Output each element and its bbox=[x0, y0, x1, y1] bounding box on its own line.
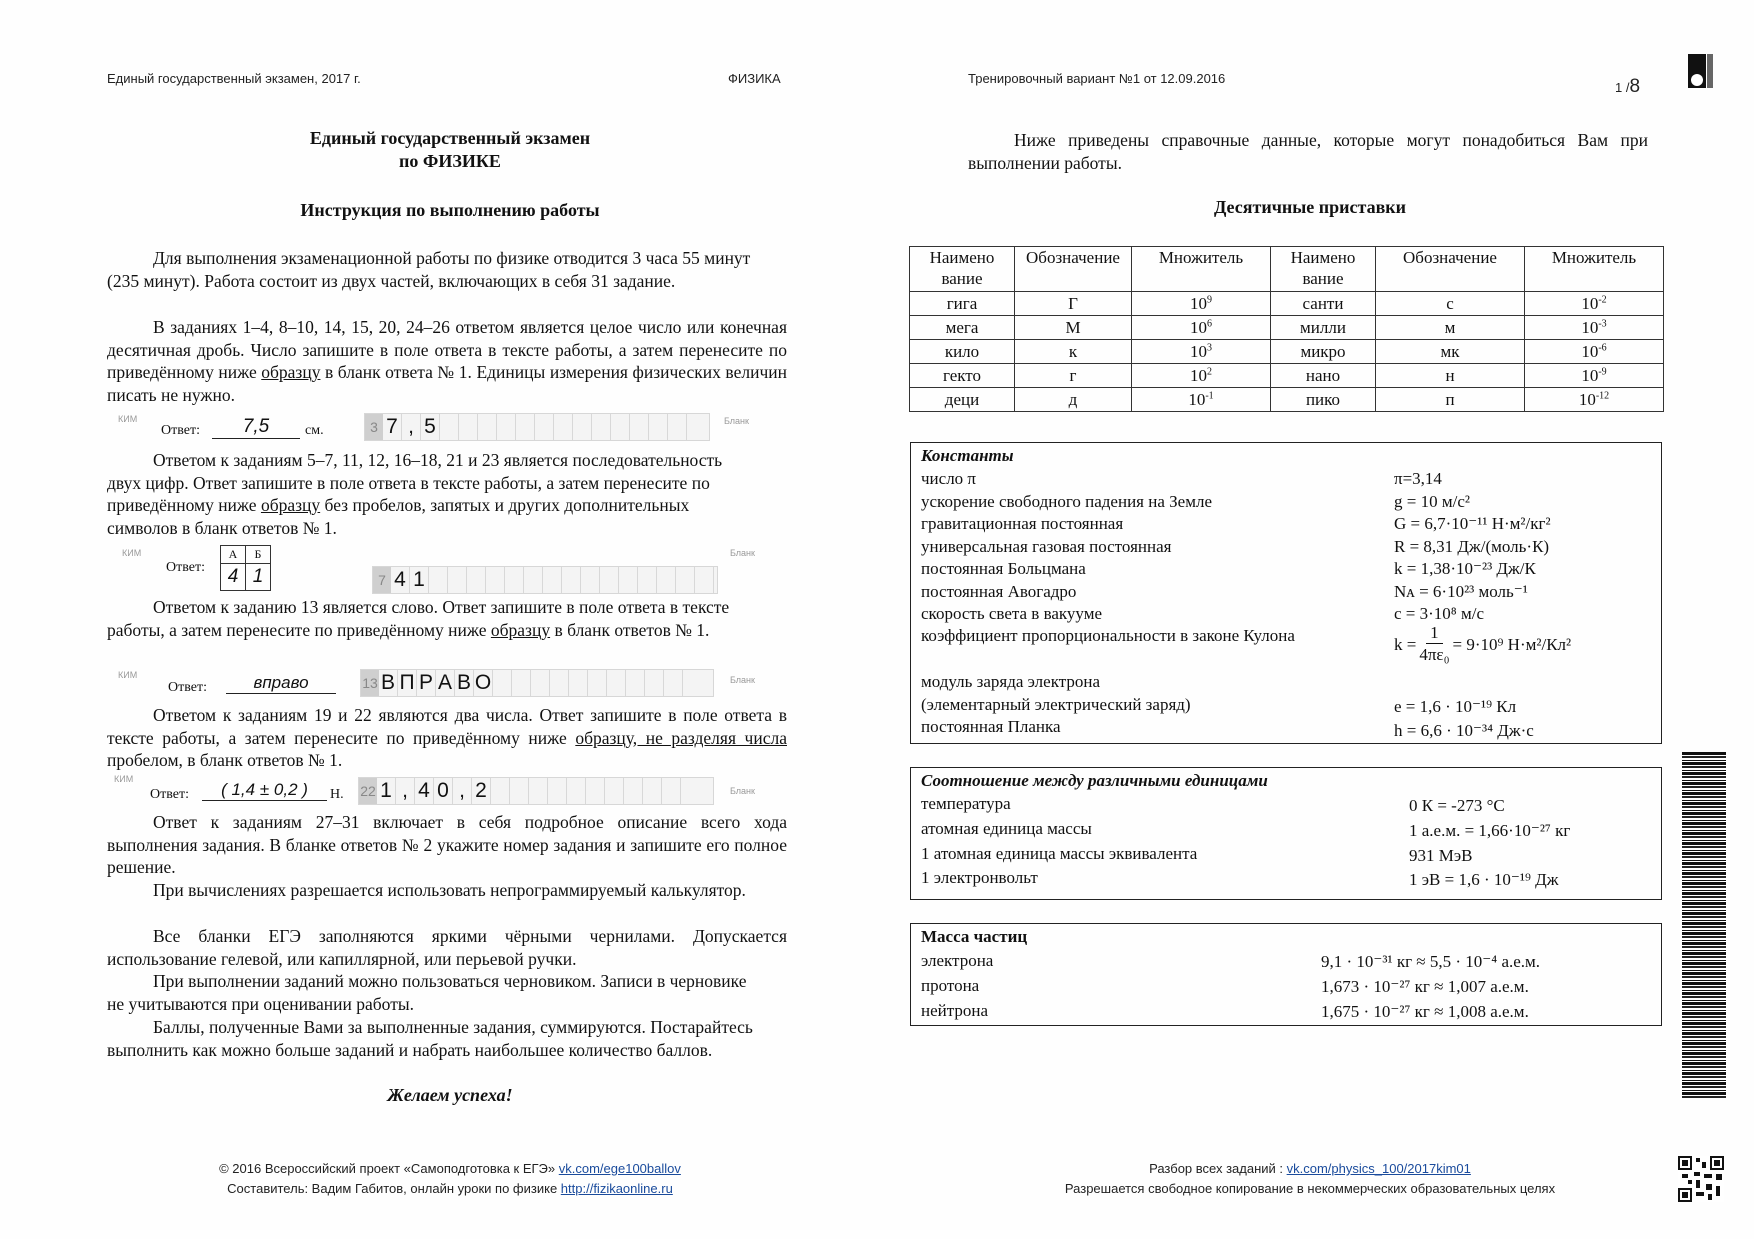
table-row: мега М $10^6$ милли м $10^{-3}$ bbox=[910, 316, 1664, 340]
masses-title: Масса частиц bbox=[921, 927, 1028, 946]
sample-answer-value: вправо bbox=[226, 673, 336, 694]
table-row: гекто г $10^2$ нано н $10^{-9}$ bbox=[910, 364, 1664, 388]
header-subject: ФИЗИКА bbox=[728, 71, 781, 86]
page-title: Единый государственный экзамен bbox=[309, 128, 591, 148]
answer-blank-sample4: 22 1 , 4 0 , 2 bbox=[358, 777, 714, 805]
blank-label: Бланк bbox=[724, 416, 749, 426]
para-two-numbers: Ответом к заданиям 19 и 22 являются два числа. Ответ запишите в поле ответа в тексте работы, а затем перенесите по приведённому ниже образцу, не разделяя числа пробелом, в бланк ответов № 1. bbox=[107, 705, 787, 771]
vk-physics-link[interactable]: vk.com/physics_100/2017kim01 bbox=[1286, 1161, 1471, 1176]
para-duration: Для выполнения экзаменационной работы по физике отводится 3 часа 55 минут (235 минут). Работа состоит из двух частей, включающих в себя 31 задание. bbox=[107, 248, 751, 291]
footer-license: Разрешается свободное копирование в некоммерческих образовательных целях bbox=[1064, 1181, 1556, 1196]
constants-title: Константы bbox=[921, 446, 1014, 465]
unit-label: см. bbox=[305, 423, 324, 438]
header-variant: Тренировочный вариант №1 от 12.09.2016 bbox=[968, 71, 1226, 86]
para-ink: Все бланки ЕГЭ заполняются яркими чёрными чернилами. Допускается использование гелевой, или капиллярной, или перьевой ручки. bbox=[107, 926, 787, 969]
answer-label: Ответ: bbox=[168, 680, 207, 695]
fizikaonline-link[interactable]: http://fizikaonline.ru bbox=[560, 1181, 673, 1196]
para-scoring: Баллы, полученные Вами за выполненные задания, суммируются. Постарайтесь выполнить как можно больше заданий и набрать наибольшее количество баллов. bbox=[107, 1017, 753, 1060]
answer-label: Ответ: bbox=[166, 560, 205, 575]
answer-blank-sample2: 7 4 1 bbox=[372, 566, 718, 594]
para-draft: При выполнении заданий можно пользоваться черновиком. Записи в черновике не учитываются при оценивании работы. bbox=[107, 971, 747, 1014]
barcode-icon bbox=[1682, 752, 1726, 1100]
blank-label: Бланк bbox=[730, 786, 755, 796]
footer-analysis: Разбор всех заданий : vk.com/physics_100/2017kim01 bbox=[1149, 1161, 1471, 1176]
para-calculator: При вычислениях разрешается использовать непрограммируемый калькулятор. bbox=[153, 880, 746, 900]
para-two-digit-answers: Ответом к заданиям 5–7, 11, 12, 16–18, 21 и 23 является последовательность двух цифр. Ответ запишите в поле ответа в тексте работы, а затем перенесите по приведённому ниже образцу без пробелов, запятых и других дополнительных символов в бланк ответов № 1. bbox=[107, 450, 723, 539]
coulomb-formula: k = $\frac{1}{\text{4πε₀}}$ = 9·10⁹ Н·м²/Кл² bbox=[1394, 623, 1572, 664]
answer-blank-sample3: 13 В П Р А В О bbox=[360, 669, 714, 697]
particle-masses-box: Масса частиц электрона 9,1 · 10⁻³¹ кг ≈ 5,5 · 10⁻⁴ а.е.м. протона 1,673 · 10⁻²⁷ кг ≈ 1,007 а.е.м. нейтрона 1,675 · 10⁻²⁷ кг ≈ 1,008 а.е.м. bbox=[910, 923, 1662, 1026]
sample-answer-value: ( 1,4 ± 0,2 ) bbox=[202, 780, 327, 801]
para-full-solution: Ответ к заданиям 27–31 включает в себя подробное описание всего хода выполнения задания. В бланке ответов № 2 укажите номер задания и запишите его полное решение. bbox=[107, 812, 787, 878]
header-left: Единый государственный экзамен, 2017 г. bbox=[107, 71, 361, 86]
table-row: гига Г $10^9$ санти с $10^{-2}$ bbox=[910, 292, 1664, 316]
table-row: деци д $10^{-1}$ пико п $10^{-12}$ bbox=[910, 388, 1664, 412]
answer-label: Ответ: bbox=[150, 787, 189, 802]
vk-group-link[interactable]: vk.com/ege100ballov bbox=[558, 1161, 681, 1176]
units-title: Соотношение между различными единицами bbox=[921, 771, 1268, 790]
kim-label: КИМ bbox=[122, 548, 142, 558]
sample-answer-value: 7,5 bbox=[212, 416, 300, 439]
qr-code-icon bbox=[1678, 1156, 1724, 1202]
kim-label: КИМ bbox=[118, 414, 138, 424]
unit-label: Н. bbox=[330, 787, 344, 802]
prefix-table-title: Десятичные приставки bbox=[1213, 197, 1407, 217]
answer-label: Ответ: bbox=[161, 423, 200, 438]
instruction-title: Инструкция по выполнению работы bbox=[300, 200, 600, 220]
closing-wish: Желаем успеха! bbox=[387, 1085, 513, 1105]
reference-intro: Ниже приведены справочные данные, которые могут понадобиться Вам при выполнении работы. bbox=[968, 130, 1648, 173]
blank-label: Бланк bbox=[730, 675, 755, 685]
footer-copyright: © 2016 Всероссийский проект «Самоподготовка к ЕГЭ» vk.com/ege100ballov bbox=[219, 1161, 681, 1176]
constants-box: Константы число π π=3,14 ускорение свободного падения на Земле g = 10 м/с² гравитационная постоянная G = 6,7·10⁻¹¹ Н·м²/кг² универсальная газовая постоянная R = 8,31 Дж/(моль·К) постоянная Больцмана k = 1,38·10⁻²³ Дж/К постоянная Авогадро Nᴀ = 6·10²³ моль⁻¹ скорость света в вакууме c = 3·10⁸ м/с коэффициент пропорциональности в законе Кулона k = $\frac{1}{\text{4πε₀}}$ = 9·10⁹ Н·м²/Кл² модуль заряда электрона (элементарный электрический заряд) e = 1,6 · 10⁻¹⁹ Кл постоянная Планка h = 6,6 · 10⁻³⁴ Дж·с bbox=[910, 442, 1662, 744]
answer-blank-sample1: 3 7 , 5 bbox=[364, 413, 710, 441]
para-integer-answers: В заданиях 1–4, 8–10, 14, 15, 20, 24–26 ответом является целое число или конечная десятичная дробь. Число запишите в поле ответа в тексте работы, а затем перенесите по приведённому ниже образцу в бланк ответа № 1. Единицы измерения физических величин писать не нужно. bbox=[107, 317, 787, 406]
units-box: Соотношение между различными единицами температура 0 К = -273 °С атомная единица массы 1 а.е.м. = 1,66·10⁻²⁷ кг 1 атомная единица массы эквивалента 931 МэВ 1 электронвольт 1 эВ = 1,6 · 10⁻¹⁹ Дж bbox=[910, 767, 1662, 900]
prefix-table: Наимено вание Обозначение Множитель Наимено вание Обозначение Множитель гига Г $10^9$ санти с $10^{-2}$ мега М $10^6$ милли м $10^{-3}$ кило к $10^3$ микро мк $10^{-6}$ гекто г $10^2$ нано н $10^{-9}$ деци д $10^{-1}$ пико п $10^{-12}$ bbox=[909, 246, 1664, 412]
para-word-answer: Ответом к заданию 13 является слово. Ответ запишите в поле ответа в тексте работы, а затем перенесите по приведённому ниже образцу в бланк ответов № 1. bbox=[107, 597, 730, 640]
sample-answer-table: А Б 4 1 bbox=[220, 545, 271, 591]
page-subtitle: по ФИЗИКЕ bbox=[399, 151, 501, 171]
kim-label: КИМ bbox=[114, 774, 134, 784]
table-row: кило к $10^3$ микро мк $10^{-6}$ bbox=[910, 340, 1664, 364]
page-number: 1 /8 bbox=[1615, 76, 1641, 97]
blank-label: Бланк bbox=[730, 548, 755, 558]
kim-label: КИМ bbox=[118, 670, 138, 680]
corner-marker-icon bbox=[1688, 54, 1718, 88]
footer-author: Составитель: Вадим Габитов, онлайн уроки по физике http://fizikaonline.ru bbox=[227, 1181, 673, 1196]
